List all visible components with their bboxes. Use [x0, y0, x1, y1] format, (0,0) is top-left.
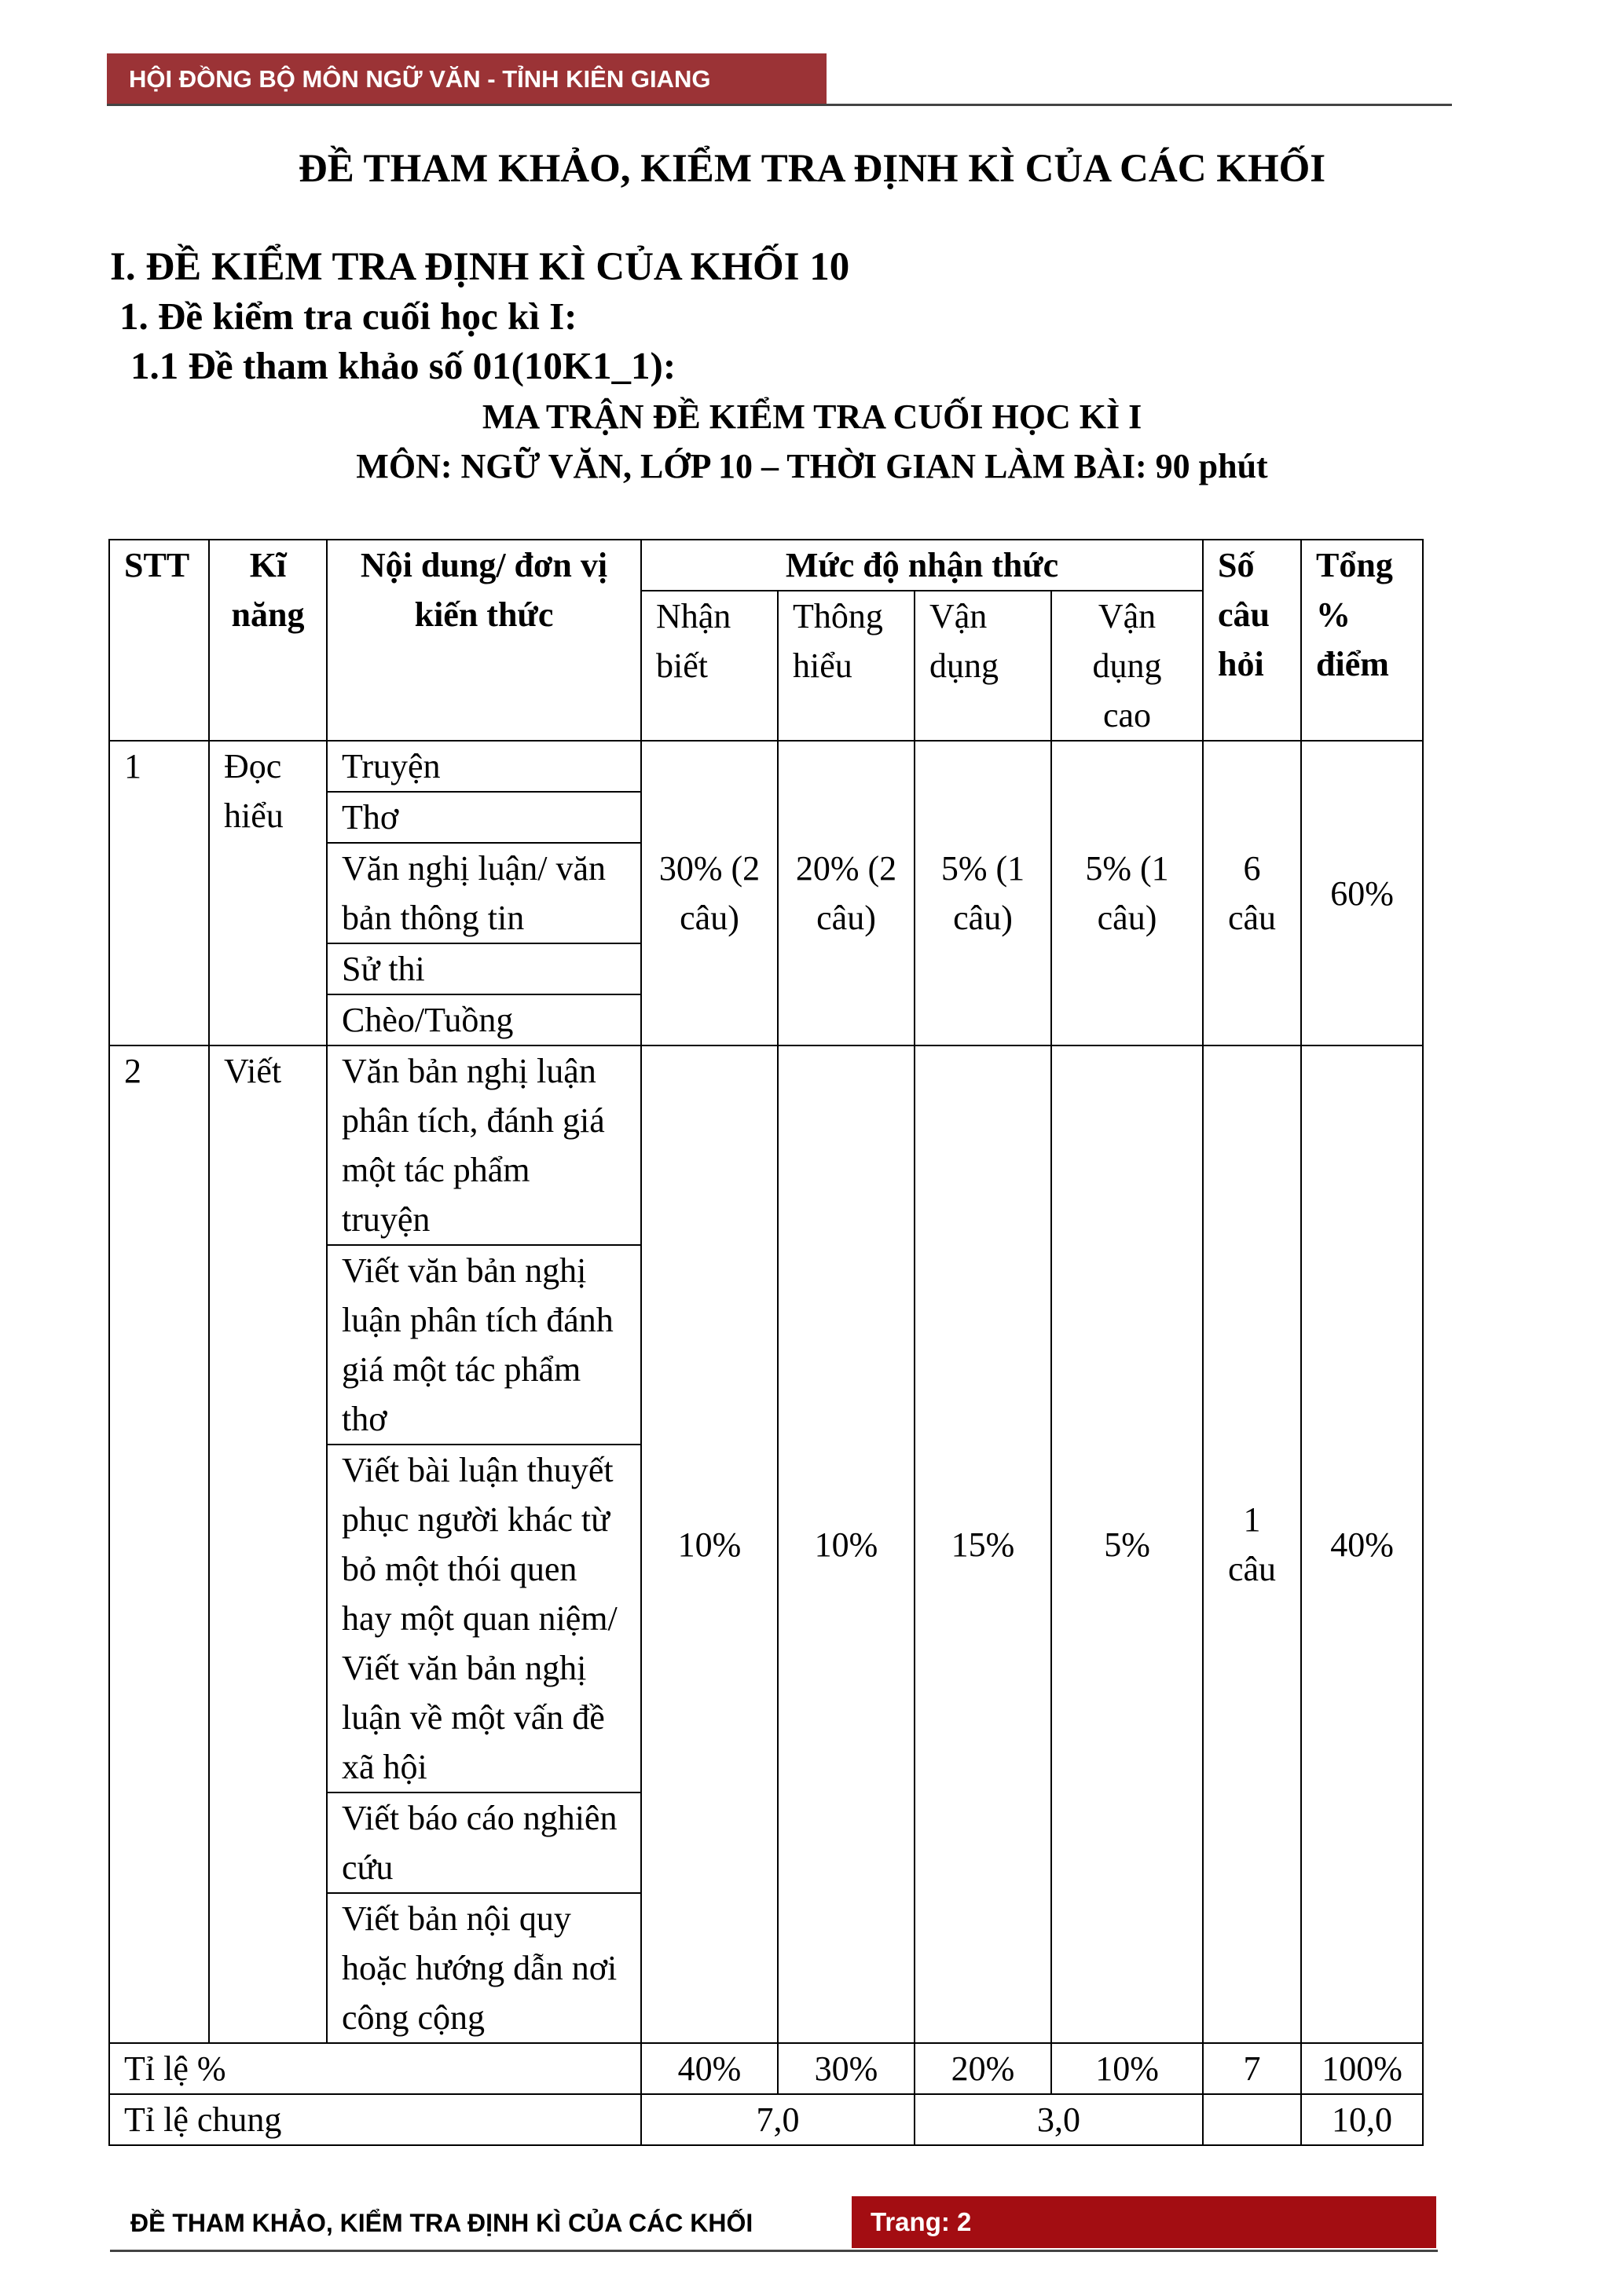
section-heading: I. ĐỀ KIỂM TRA ĐỊNH KÌ CỦA KHỐI 10 — [110, 245, 850, 289]
general-part-b: 3,0 — [915, 2094, 1203, 2145]
matrix-subtitle: MÔN: NGỮ VĂN, LỚP 10 – THỜI GIAN LÀM BÀI: 90 phút — [356, 447, 1268, 485]
general-total: 10,0 — [1301, 2094, 1423, 2145]
header-questions: Số câu hỏi — [1203, 540, 1301, 741]
header-total: Tổng % điểm — [1301, 540, 1423, 741]
footer-doc-name: ĐỀ THAM KHẢO, KIỂM TRA ĐỊNH KÌ CỦA CÁC KHỐI — [130, 2209, 753, 2237]
content-cell: Thơ — [327, 792, 641, 843]
header-level-3: Vận dụng — [915, 591, 1051, 741]
header-divider — [107, 104, 1452, 106]
assessment-matrix-table — [108, 539, 1424, 2146]
row-skill: Viết — [209, 1045, 327, 2043]
page-number: Trang: 2 — [871, 2207, 972, 2236]
header-level-2: Thông hiểu — [778, 591, 915, 741]
general-label: Tỉ lệ chung — [109, 2094, 641, 2145]
level-cell: 5% (1 câu) — [1051, 741, 1203, 1045]
content-cell: Sử thi — [327, 943, 641, 994]
row-stt: 2 — [109, 1045, 209, 2043]
sub-heading: 1. Đề kiểm tra cuối học kì I: — [119, 295, 577, 338]
header-banner — [107, 53, 827, 105]
content-cell: Chèo/Tuồng — [327, 994, 641, 1045]
header-level-group: Mức độ nhận thức — [641, 540, 1203, 591]
general-questions — [1203, 2094, 1301, 2145]
ratio-level-cell: 30% — [778, 2043, 915, 2094]
content-cell: Truyện — [327, 741, 641, 792]
header-level-1: Nhận biết — [641, 591, 778, 741]
questions-cell: 1 câu — [1203, 1045, 1301, 2043]
content-cell: Viết bài luận thuyết phục người khác từ bỏ một thói quen hay một quan niệm/ Viết văn bản nghị luận về một vấn đề xã hội — [327, 1445, 641, 1792]
level-cell: 10% — [778, 1045, 915, 2043]
general-ratio-row — [109, 2094, 1423, 2145]
level-cell: 15% — [915, 1045, 1051, 2043]
content-cell: Viết bản nội quy hoặc hướng dẫn nơi công cộng — [327, 1893, 641, 2043]
footer-page-banner — [852, 2196, 1436, 2248]
questions-cell: 6 câu — [1203, 741, 1301, 1045]
content-cell: Văn nghị luận/ văn bản thông tin — [327, 843, 641, 943]
header-level-4: Vận dụng cao — [1051, 591, 1203, 741]
ratio-level-cell: 40% — [641, 2043, 778, 2094]
level-cell: 5% — [1051, 1045, 1203, 2043]
table-row — [109, 741, 1423, 792]
ratio-row — [109, 2043, 1423, 2094]
header-org-name: HỘI ĐỒNG BỘ MÔN NGỮ VĂN - TỈNH KIÊN GIANG — [129, 65, 711, 93]
ratio-level-cell: 10% — [1051, 2043, 1203, 2094]
content-cell: Viết báo cáo nghiên cứu — [327, 1792, 641, 1893]
ratio-total: 100% — [1301, 2043, 1423, 2094]
level-cell: 10% — [641, 1045, 778, 2043]
table-header-row — [109, 540, 1423, 591]
document-title: ĐỀ THAM KHẢO, KIỂM TRA ĐỊNH KÌ CỦA CÁC KHỐI — [298, 147, 1326, 191]
header-content: Nội dung/ đơn vị kiến thức — [327, 540, 641, 741]
general-part-a: 7,0 — [641, 2094, 915, 2145]
header-skill: Kĩ năng — [209, 540, 327, 741]
table-row — [109, 1045, 1423, 1245]
total-cell: 60% — [1301, 741, 1423, 1045]
matrix-title: MA TRẬN ĐỀ KIỂM TRA CUỐI HỌC KÌ I — [482, 397, 1142, 436]
content-cell: Văn bản nghị luận phân tích, đánh giá một tác phẩm truyện — [327, 1045, 641, 1245]
ratio-label: Tỉ lệ % — [109, 2043, 641, 2094]
sub-sub-heading: 1.1 Đề tham khảo số 01(10K1_1): — [130, 344, 676, 387]
content-cell: Viết văn bản nghị luận phân tích đánh giá một tác phẩm thơ — [327, 1245, 641, 1445]
ratio-questions: 7 — [1203, 2043, 1301, 2094]
header-stt: STT — [109, 540, 209, 741]
footer-divider — [110, 2250, 1438, 2252]
row-stt: 1 — [109, 741, 209, 1045]
total-cell: 40% — [1301, 1045, 1423, 2043]
level-cell: 30% (2 câu) — [641, 741, 778, 1045]
level-cell: 20% (2 câu) — [778, 741, 915, 1045]
row-skill: Đọc hiểu — [209, 741, 327, 1045]
ratio-level-cell: 20% — [915, 2043, 1051, 2094]
level-cell: 5% (1 câu) — [915, 741, 1051, 1045]
